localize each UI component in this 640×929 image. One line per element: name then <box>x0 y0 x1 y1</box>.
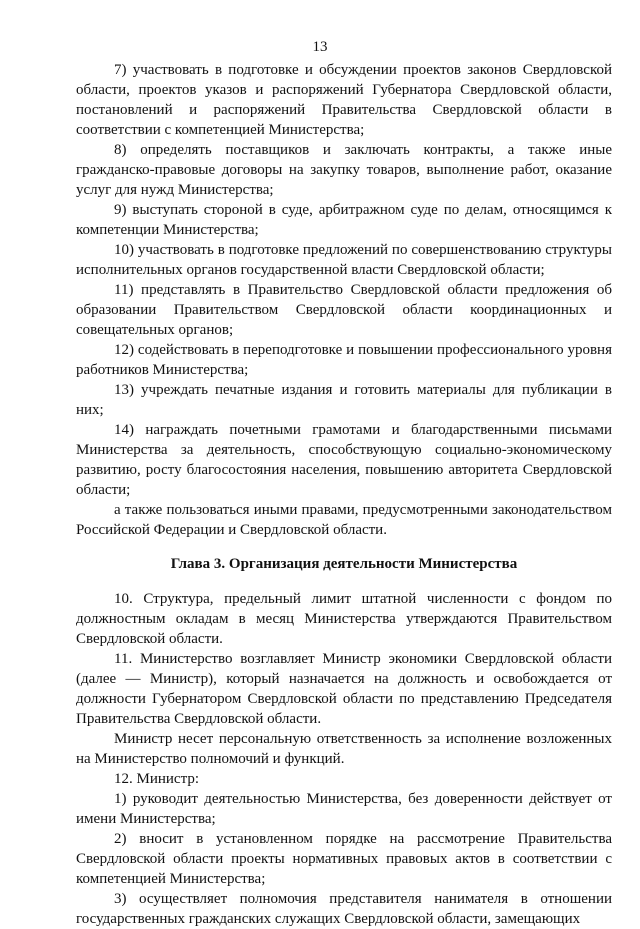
paragraph-minister-item-3: 3) осуществляет полномочия представителя нанимателя в отношении государственных гражданских служащих Свердловской области, замещающих <box>76 891 612 927</box>
paragraph-clause-10: 10. Структура, предельный лимит штатной численности с фондом по должностным окладам в месяц Министерства утверждаются Правительством Свердловской области. <box>76 591 612 647</box>
paragraph-item-12: 12) содействовать в переподготовке и повышении профессионального уровня работников Министерства; <box>76 342 612 378</box>
paragraph-minister-item-1: 1) руководит деятельностью Министерства, без доверенности действует от имени Министерства; <box>76 791 612 827</box>
paragraph-closing: а также пользоваться иными правами, предусмотренными законодательством Российской Федерации и Свердловской области. <box>76 502 612 538</box>
paragraph-minister-item-2: 2) вносит в установленном порядке на рассмотрение Правительства Свердловской области проекты нормативных правовых актов в соответствии с компетенцией Министерства; <box>76 831 612 887</box>
paragraph-clause-12: 12. Министр: <box>114 771 199 787</box>
paragraph-item-9: 9) выступать стороной в суде, арбитражном суде по делам, относящимся к компетенции Министерства; <box>76 202 612 238</box>
paragraph-item-14: 14) награждать почетными грамотами и благодарственными письмами Министерства за деятельность, способствующую социально-экономическому развитию, росту благосостояния населения, повышению авторитета Свердловской области; <box>76 422 612 498</box>
paragraph-item-13: 13) учреждать печатные издания и готовить материалы для публикации в них; <box>76 382 612 418</box>
paragraph-minister-responsibility: Министр несет персональную ответственность за исполнение возложенных на Министерство полномочий и функций. <box>76 731 612 767</box>
paragraph-item-11: 11) представлять в Правительство Свердловской области предложения об образовании Правительством Свердловской области координационных и совещательных органов; <box>76 282 612 338</box>
chapter-heading: Глава 3. Организация деятельности Министерства <box>170 556 518 572</box>
paragraph-item-8: 8) определять поставщиков и заключать контракты, а также иные гражданско-правовые договоры на закупку товаров, выполнение работ, оказание услуг для нужд Министерства; <box>76 142 612 198</box>
document-body <box>76 60 612 929</box>
paragraph-clause-11: 11. Министерство возглавляет Министр экономики Свердловской области (далее — Министр), который назначается на должность и освобождается от должности Губернатором Свердловской области по представлению Председателя Правительства Свердловской области. <box>76 651 612 727</box>
paragraph-item-10: 10) участвовать в подготовке предложений по совершенствованию структуры исполнительных органов государственной власти Свердловской области; <box>76 242 612 278</box>
paragraph-item-7: 7) участвовать в подготовке и обсуждении проектов законов Свердловской области, проектов указов и распоряжений Губернатора Свердловской области, постановлений и распоряжений Правительства Свердловской области в соответствии с компетенцией Министерства; <box>76 62 612 138</box>
page-number: 13 <box>312 39 328 55</box>
